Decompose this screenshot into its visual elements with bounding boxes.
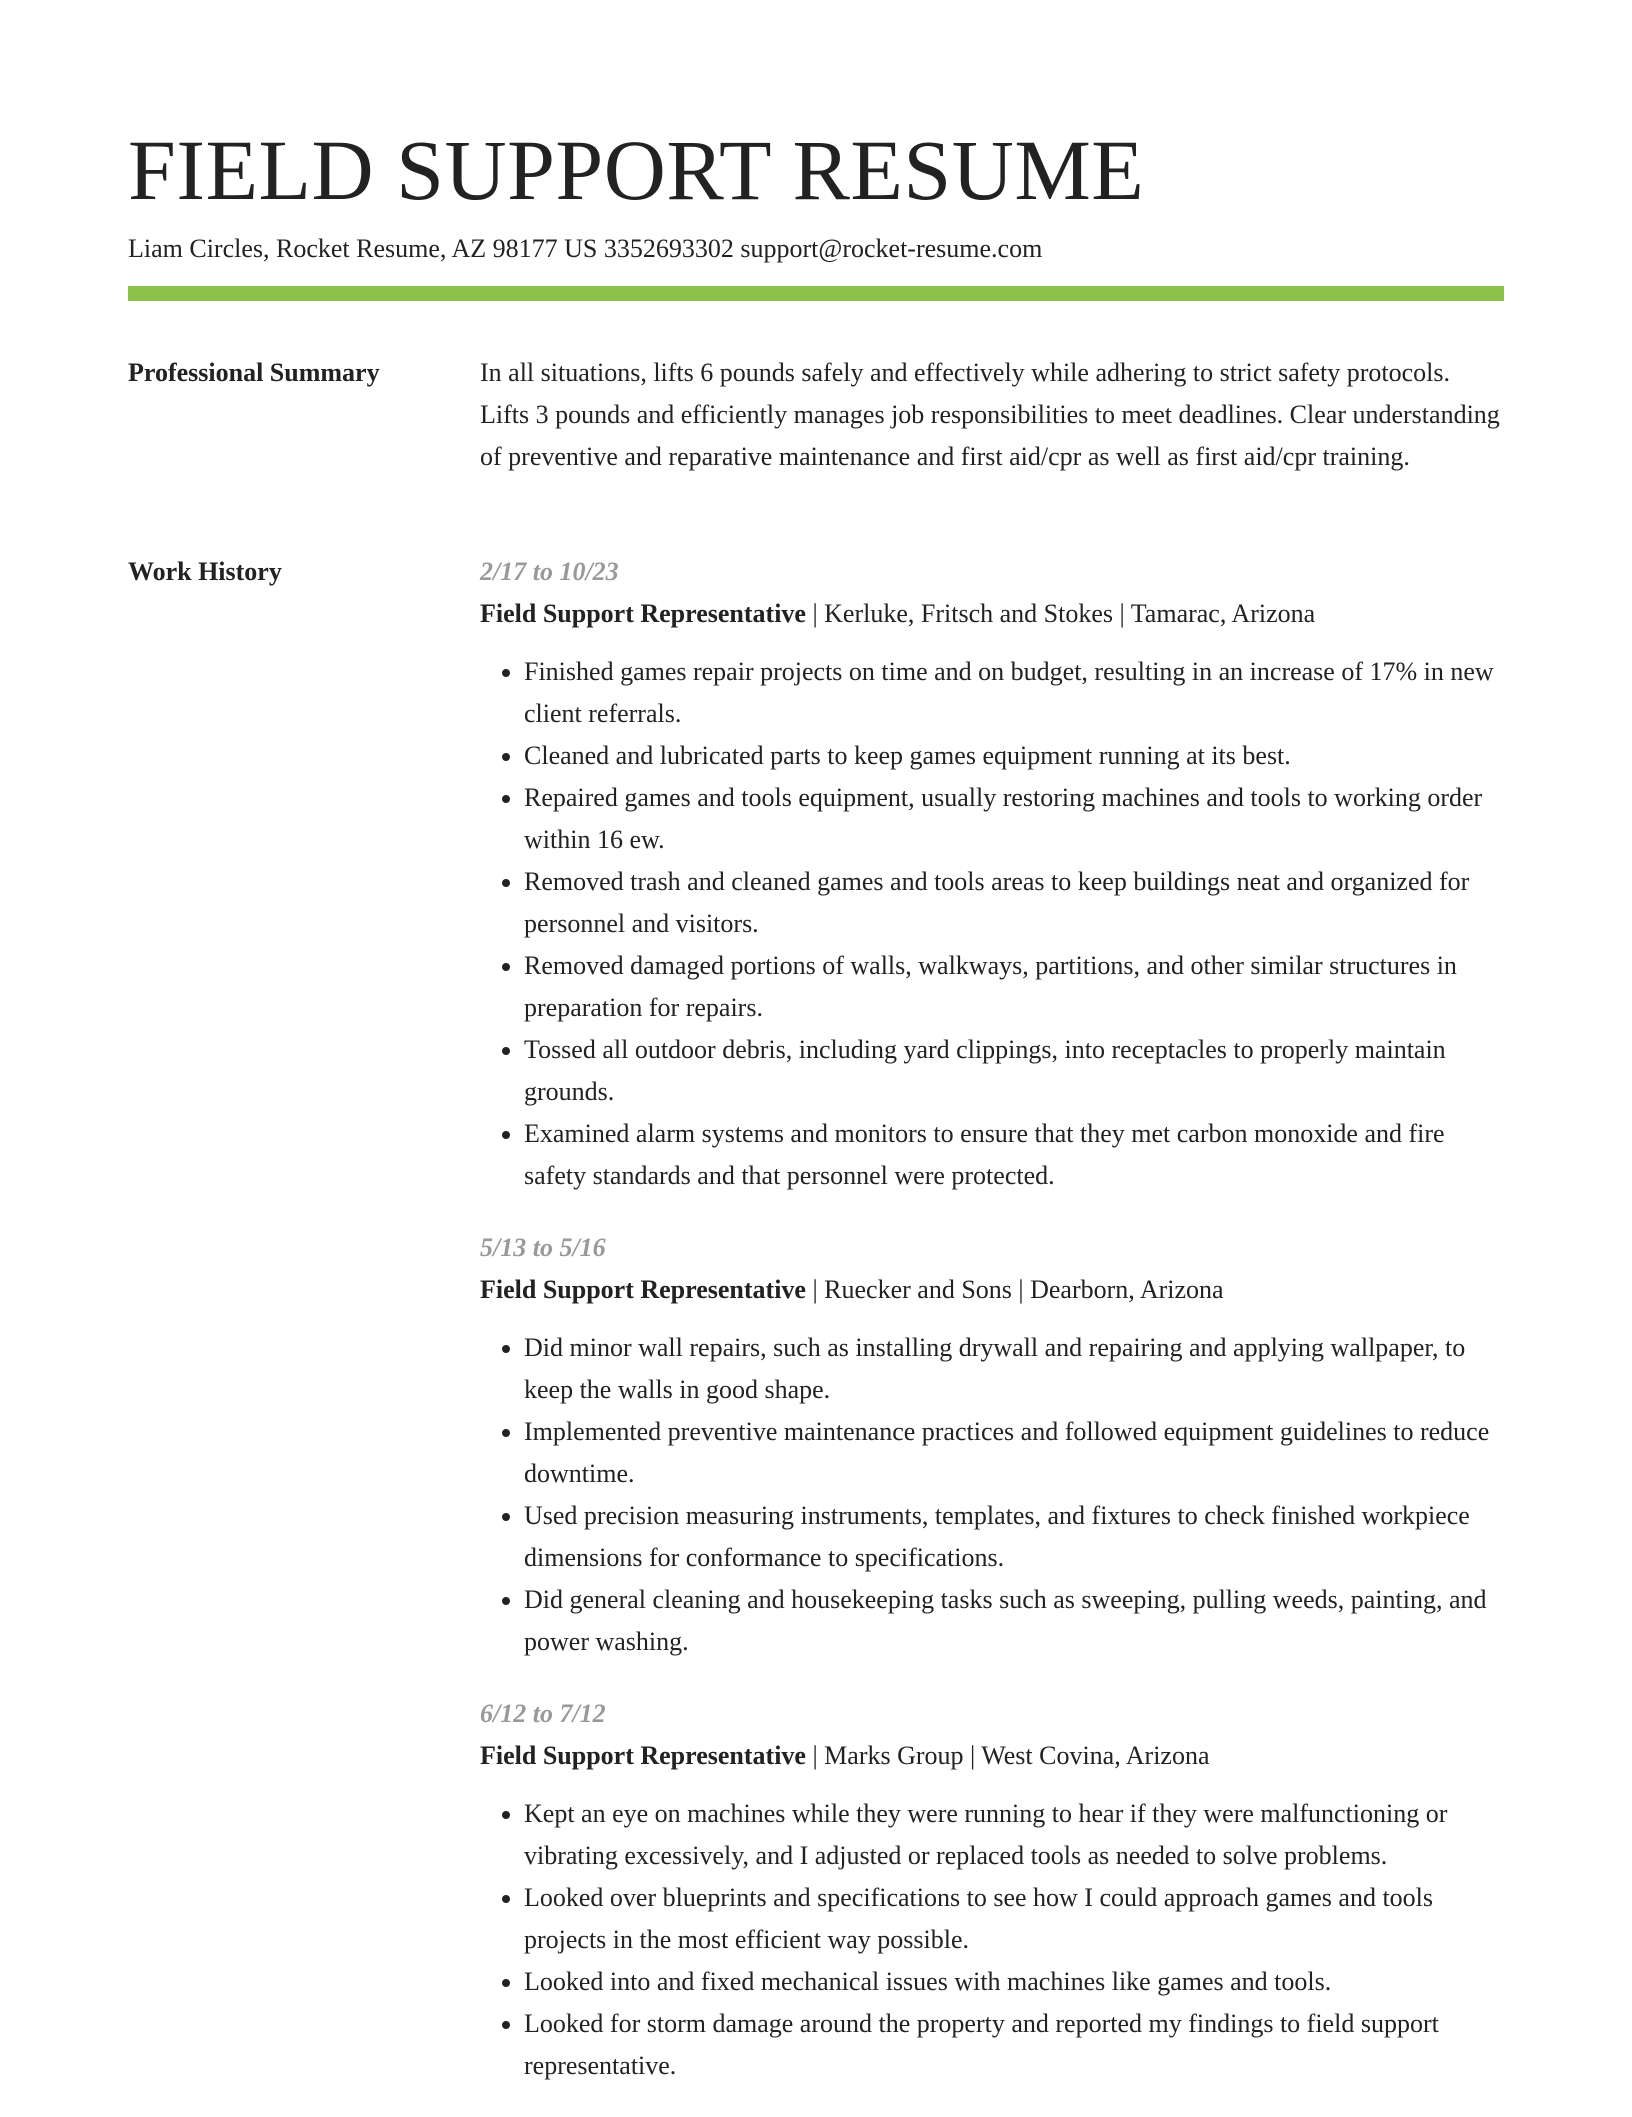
header-divider (128, 286, 1504, 301)
job-bullet-list (480, 1793, 1504, 2087)
job-bullet-list (480, 651, 1504, 1197)
job-dates: 5/13 to 5/16 (480, 1233, 606, 1262)
job-bullet: • Looked for storm damage around the property and reported my findings to field support representative. (524, 2003, 1504, 2087)
job-title: Field Support Representative (480, 1275, 806, 1304)
job-heading (480, 593, 1504, 635)
job-bullet: • Tossed all outdoor debris, including yard clippings, into receptacles to properly maintain grounds. (524, 1029, 1504, 1113)
contact-info: Liam Circles, Rocket Resume, AZ 98177 US 3352693302 support@rocket-resume.com (128, 234, 1043, 263)
job-heading (480, 1735, 1504, 1777)
section-label-work-history: Work History (128, 557, 282, 586)
job-bullet: • Repaired games and tools equipment, usually restoring machines and tools to working order within 16 ew. (524, 777, 1504, 861)
job-heading (480, 1269, 1504, 1311)
job-entry (480, 1693, 1504, 2087)
job-title: Field Support Representative (480, 599, 806, 628)
job-bullet: • Removed damaged portions of walls, walkways, partitions, and other similar structures in preparation for repairs. (524, 945, 1504, 1029)
job-dates: 6/12 to 7/12 (480, 1699, 606, 1728)
job-bullet: • Examined alarm systems and monitors to ensure that they met carbon monoxide and fire safety standards and that personnel were protected. (524, 1113, 1504, 1197)
job-bullet: • Looked over blueprints and specifications to see how I could approach games and tools projects in the most efficient way possible. (524, 1877, 1504, 1961)
job-bullet: • Did general cleaning and housekeeping tasks such as sweeping, pulling weeds, painting, and power washing. (524, 1579, 1504, 1663)
job-bullet: • Kept an eye on machines while they were running to hear if they were malfunctioning or vibrating excessively, and I adjusted or replaced tools as needed to solve problems. (524, 1793, 1504, 1877)
summary-body (480, 352, 1504, 478)
section-label-professional-summary: Professional Summary (128, 358, 380, 387)
job-bullet: • Cleaned and lubricated parts to keep games equipment running at its best. (524, 735, 1504, 777)
job-bullet: • Did minor wall repairs, such as installing drywall and repairing and applying wallpaper, to keep the walls in good shape. (524, 1327, 1504, 1411)
resume-title: FIELD SUPPORT RESUME (128, 122, 1145, 218)
job-bullet: • Implemented preventive maintenance practices and followed equipment guidelines to reduce downtime. (524, 1411, 1504, 1495)
job-entry (480, 551, 1504, 1197)
job-entry (480, 1227, 1504, 1663)
job-bullet: • Looked into and fixed mechanical issues with machines like games and tools. (524, 1961, 1504, 2003)
job-bullet: • Used precision measuring instruments, templates, and fixtures to check finished workpiece dimensions for conformance to specifications. (524, 1495, 1504, 1579)
job-bullet: • Removed trash and cleaned games and tools areas to keep buildings neat and organized for personnel and visitors. (524, 861, 1504, 945)
job-dates: 2/17 to 10/23 (480, 557, 619, 586)
job-employer-location: | Kerluke, Fritsch and Stokes | Tamarac, Arizona (805, 599, 1316, 628)
job-title: Field Support Representative (480, 1741, 806, 1770)
job-bullet: • Finished games repair projects on time and on budget, resulting in an increase of 17% in new client referrals. (524, 651, 1504, 735)
job-employer-location: | Marks Group | West Covina, Arizona (805, 1741, 1210, 1770)
job-employer-location: | Ruecker and Sons | Dearborn, Arizona (805, 1275, 1224, 1304)
work-history-body (480, 551, 1504, 2117)
job-bullet-list (480, 1327, 1504, 1663)
summary-text: In all situations, lifts 6 pounds safely and effectively while adhering to strict safety protocols. Lifts 3 pounds and efficiently manages job responsibilities to meet deadlines. Clear understanding of preventive and reparative maintenance and first aid/cpr as well as first aid/cpr training. (480, 358, 1500, 471)
